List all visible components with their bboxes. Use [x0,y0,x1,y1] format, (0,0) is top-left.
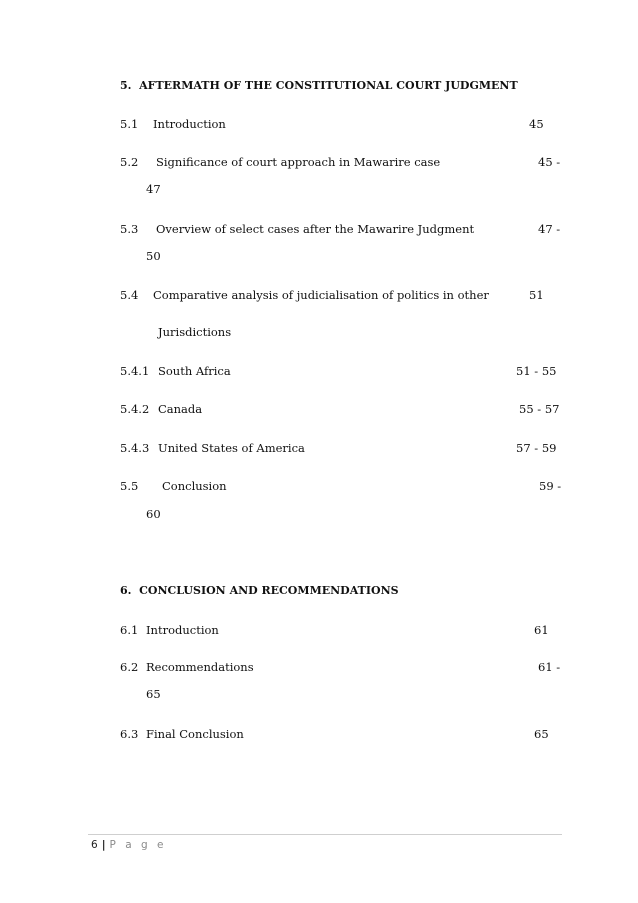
entry-title: Conclusion [162,479,227,493]
page-footer [91,839,166,851]
entry-number: 5.4 [120,288,139,302]
entry-number: 5.2 [120,155,139,169]
entry-number: 5.3 [120,222,139,236]
entry-number: 5.4.2 [120,402,150,416]
entry-page: 61 - [538,660,561,674]
entry-title: Significance of court approach in Mawarire case [156,155,441,169]
entry-title: South Africa [158,364,231,378]
entry-page: 51 [529,288,544,302]
entry-page: 65 [534,727,549,741]
footer-page-number: 6 [91,839,98,851]
entry-number: 5.5 [120,479,139,493]
entry-page: 45 - [538,155,561,169]
footer-separator: | [101,839,106,851]
entry-page: 59 - [539,479,562,493]
entry-page: 57 - 59 [516,441,557,455]
entry-title: Introduction [153,117,226,131]
entry-number: 5.4.3 [120,441,150,455]
entry-page-continued: 47 [146,182,161,196]
entry-title: Final Conclusion [146,727,244,741]
section-5-heading: 5. AFTERMATH OF THE CONSTITUTIONAL COURT JUDGMENT [120,79,518,92]
footer-divider [88,834,562,835]
entry-title: Recommendations [146,660,254,674]
footer-page-label: P a g e [109,839,167,851]
section-6-heading: 6. CONCLUSION AND RECOMMENDATIONS [120,584,399,597]
entry-page-continued: 50 [146,249,161,263]
entry-page: 55 - 57 [519,402,560,416]
entry-number: 6.1 [120,623,139,637]
entry-page-continued: 60 [146,507,161,521]
entry-title-continued: Jurisdictions [158,325,232,339]
entry-title: Overview of select cases after the Mawarire Judgment [156,222,475,236]
entry-page: 47 - [538,222,561,236]
entry-page: 45 [529,117,544,131]
entry-page: 61 [534,623,549,637]
entry-number: 6.2 [120,660,139,674]
entry-page: 51 - 55 [516,364,557,378]
entry-number: 5.1 [120,117,139,131]
entry-title: Introduction [146,623,219,637]
entry-title: United States of America [158,441,305,455]
entry-page-continued: 65 [146,687,161,701]
entry-number: 6.3 [120,727,139,741]
entry-number: 5.4.1 [120,364,150,378]
entry-title: Comparative analysis of judicialisation of politics in other [153,288,489,302]
entry-title: Canada [158,402,203,416]
